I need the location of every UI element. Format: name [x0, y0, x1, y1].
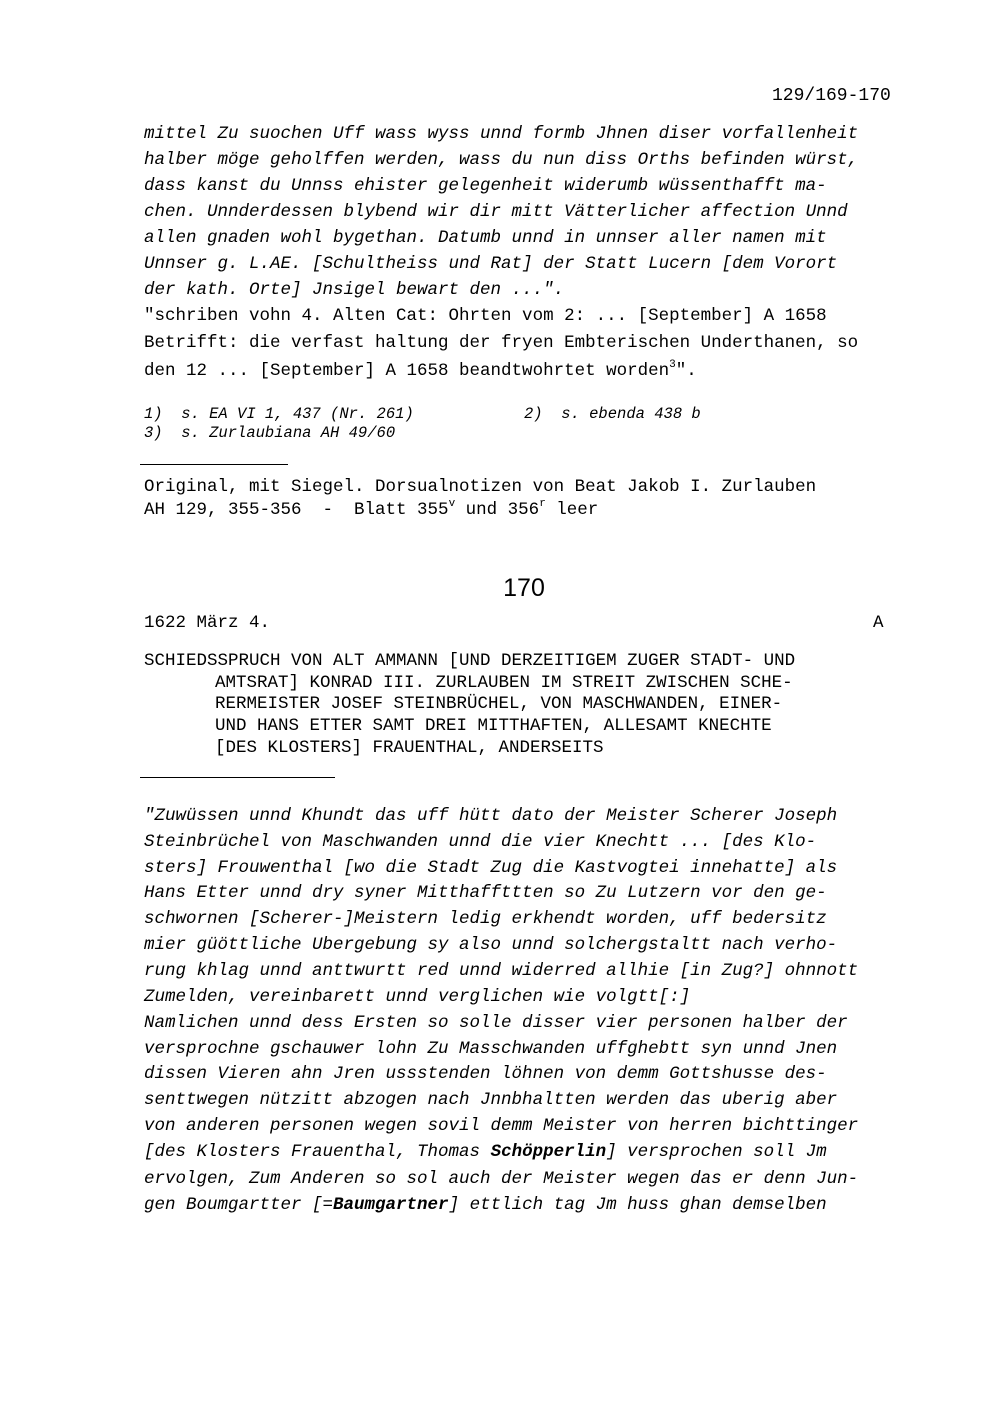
regest-line: SCHIEDSSPRUCH VON ALT AMMANN [UND DERZEITIGEM ZUGER STADT- UND — [144, 651, 796, 671]
regest-line: UND HANS ETTER SAMT DREI MITTHAFTEN, ALLESAMT KNECHTE — [215, 716, 772, 736]
text-line: mittel Zu suochen Uff wass wyss unnd formb Jhnen diser vorfallenheit — [144, 124, 859, 144]
footnote-2: 2) s. ebenda 438 b — [524, 405, 701, 423]
text-line: rung khlag unnd anttwurtt red unnd widerred allhie [in Zug?] ohnnott — [144, 961, 859, 981]
text-line: Betrifft: die verfast haltung der fryen Embterischen Underthanen, so — [144, 333, 859, 353]
text-line: "Zuwüssen unnd Khundt das uff hütt dato der Meister Scherer Joseph — [144, 806, 838, 826]
divider — [140, 464, 288, 465]
text-line: Steinbrüchel von Maschwanden unnd die vier Knechtt ... [des Klo- — [144, 832, 817, 852]
text-line — [144, 1142, 827, 1162]
text-line — [144, 1195, 827, 1215]
document-number: 170 — [503, 574, 545, 602]
footnote-1: 1) s. EA VI 1, 437 (Nr. 261) — [144, 405, 414, 423]
text-segment: und 356 — [455, 500, 540, 520]
text-line: allen gnaden wohl bygethan. Datumb unnd in unnser aller namen mit — [144, 228, 827, 248]
text-segment: ". — [675, 361, 697, 381]
text-line: Unnser g. L.AE. [Schultheiss und Rat] der Statt Lucern [dem Vorort — [144, 254, 838, 274]
text-line: senttwegen nützitt abzogen nach Jnnbhaltten werden das uberig aber — [144, 1090, 838, 1110]
text-line: dissen Vieren ahn Jren ussstenden löhnen von demm Gottshusse des- — [144, 1064, 827, 1084]
text-line: Zumelden, vereinbarett unnd verglichen wie volgtt[:] — [144, 987, 691, 1007]
text-line: der kath. Orte] Jnsigel bewart den ...". — [144, 280, 565, 300]
regest-line: [DES KLOSTERS] FRAUENTHAL, ANDERSEITS — [215, 738, 604, 758]
text-line: mier güöttliche Ubergebung sy also unnd solchergstaltt nach verho- — [144, 935, 838, 955]
text-line: ervolgen, Zum Anderen so sol auch der Meister wegen das er denn Jun- — [144, 1169, 859, 1189]
footnote-3: 3) s. Zurlaubiana AH 49/60 — [144, 424, 396, 442]
text-line: chen. Unnderdessen blybend wir dir mitt Vätterlicher affection Unnd — [144, 202, 848, 222]
text-segment: den 12 ... [September] A 1658 beandtwohrtet worden — [144, 361, 670, 381]
text-segment: AH 129, 355-356 - Blatt 355 — [144, 500, 449, 520]
bold-name: Baumgartner — [333, 1195, 449, 1215]
text-segment: [des Klosters Frauenthal, Thomas — [144, 1142, 491, 1162]
text-segment: gen Boumgartter [= — [144, 1195, 334, 1215]
text-line: Namlichen unnd dess Ersten so solle disser vier personen halber der — [144, 1013, 848, 1033]
document-grade: A — [873, 613, 884, 633]
page-reference: 129/169-170 — [772, 86, 891, 106]
text-line: von anderen personen wegen sovil demm Meister von herren bichttinger — [144, 1116, 859, 1136]
text-segment: leer — [545, 500, 599, 520]
text-segment: ] ettlich tag Jm huss ghan demselben — [448, 1195, 827, 1215]
text-line: "schriben vohn 4. Alten Cat: Ohrten vom 2: ... [September] A 1658 — [144, 306, 827, 326]
text-line: versprochne gschauwer lohn Zu Masschwanden uffghebtt syn unnd Jnen — [144, 1039, 838, 1059]
regest-line: RERMEISTER JOSEF STEINBRÜCHEL, VON MASCHWANDEN, EINER- — [215, 694, 783, 714]
footnote-marker: 3 — [669, 359, 676, 371]
text-line: schwornen [Scherer-]Meistern ledig erkhendt worden, uff bedersitz — [144, 909, 827, 929]
document-date: 1622 März 4. — [144, 613, 271, 633]
regest-line: AMTSRAT] KONRAD III. ZURLAUBEN IM STREIT ZWISCHEN SCHE- — [215, 673, 793, 693]
source-line: Original, mit Siegel. Dorsualnotizen von Beat Jakob I. Zurlauben — [144, 477, 817, 497]
text-line: halber möge geholffen werden, wass du nun diss Orths befinden würst, — [144, 150, 859, 170]
divider — [140, 777, 335, 778]
text-line: Hans Etter unnd dry syner Mitthaffttten so Zu Lutzern vor den ge- — [144, 883, 827, 903]
text-line: dass kanst du Unnss ehister gelegenheit widerumb wüssenthafft ma- — [144, 176, 827, 196]
text-line: sters] Frouwenthal [wo die Stadt Zug die Kastvogtei innehatte] als — [144, 858, 838, 878]
superscript: r — [539, 498, 546, 510]
superscript: v — [448, 498, 456, 510]
bold-name: Schöpperlin — [490, 1142, 607, 1162]
source-line — [144, 500, 598, 520]
text-line — [144, 361, 697, 381]
text-segment: ] versprochen soll Jm — [606, 1142, 827, 1162]
